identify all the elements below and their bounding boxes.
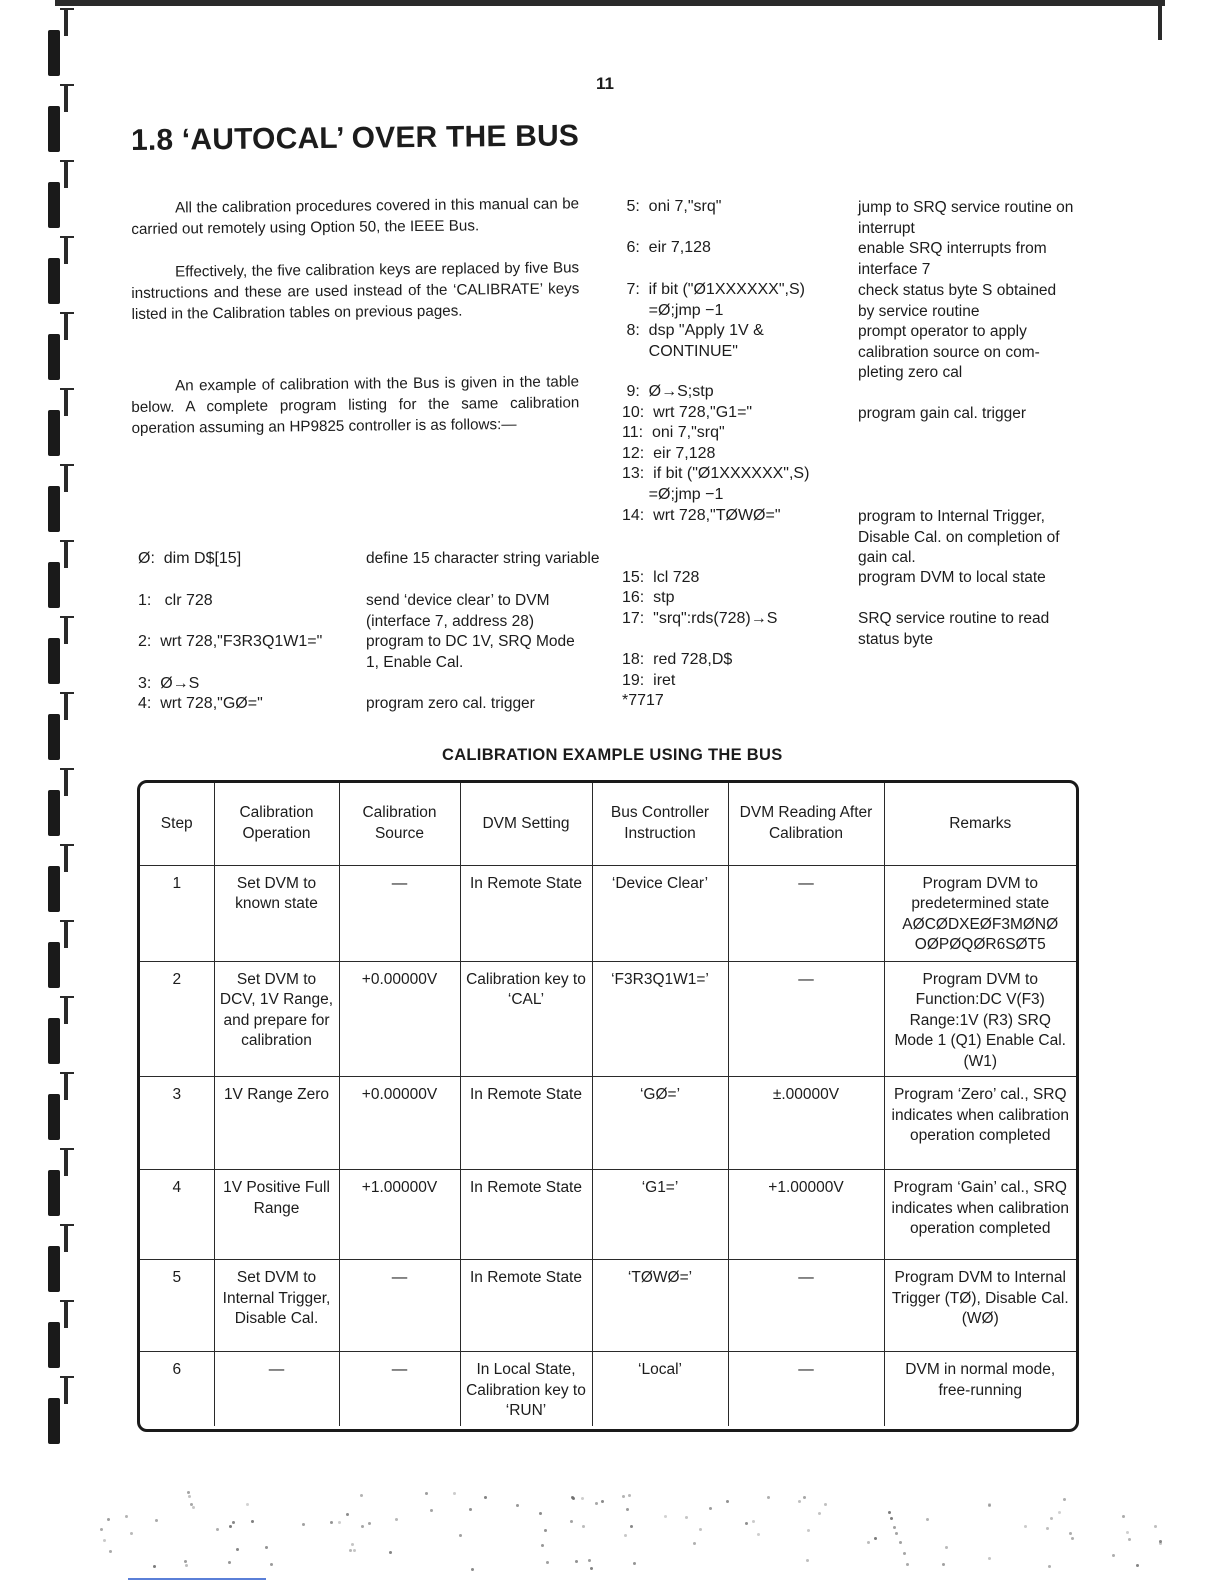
listing-line-4: 4: wrt 728,"GØ=" [138,695,263,712]
speckle-dot [192,1506,195,1509]
listing-line-end: *7717 [622,692,664,709]
cell-operation: Set DVM to known state [214,865,339,961]
cell-operation: — [214,1352,339,1426]
speckle-dot [265,1546,268,1549]
binding-ring [48,410,60,456]
speckle-dot [1112,1554,1115,1557]
cell-step: 3 [140,1077,214,1170]
binding-tick [60,920,74,922]
cell-source: — [339,1260,460,1352]
listing-line-13: 13: if bit ("Ø1XXXXXX",S) =Ø;jmp −1 [622,465,810,503]
cell-dvm-setting: In Remote State [460,1077,592,1170]
binding-hook [64,920,68,948]
speckle-dot [903,1552,906,1555]
speckle-dot [626,1508,629,1511]
speckle-dot [752,1520,755,1523]
listing-comment-17: SRQ service routine to read status byte [858,610,1050,648]
binding-tick [60,996,74,998]
speckle-dot [346,1513,349,1516]
speckle-dot [361,1525,364,1528]
speckle-dot [1069,1532,1072,1535]
listing-line-11: 11: oni 7,"srq" [622,424,725,441]
cell-source: +0.00000V [339,1077,460,1170]
listing-comment-6: enable SRQ interrupts from interface 7 [858,240,1047,278]
binding-hook [64,768,68,796]
speckle-dot [899,1541,902,1544]
binding-ring [48,714,60,760]
binding-ring [48,562,60,608]
speckle-dot [541,1544,544,1547]
binding-tick [60,768,74,770]
cell-step: 6 [140,1352,214,1426]
speckle-dot [368,1522,371,1525]
cell-remarks: Program DVM to Internal Trigger (TØ), Disable Cal. (WØ) [884,1260,1076,1352]
speckle-dot [757,1533,760,1536]
binding-tick [60,312,74,314]
binding-hook [64,1300,68,1328]
speckle-dot [185,1564,188,1567]
header-dvm-reading: DVM Reading After Calibration [728,783,884,865]
cell-step: 5 [140,1260,214,1352]
binding-hook [64,312,68,340]
cell-operation: Set DVM to DCV, 1V Range, and prepare for calibration [214,961,339,1077]
binding-tick [60,1300,74,1302]
binding-hook [64,1224,68,1252]
cell-source: +0.00000V [339,961,460,1077]
speckle-dot [633,1562,636,1565]
listing-comment-2: program to DC 1V, SRQ Mode 1, Enable Cal. [366,633,575,671]
cell-dvm-reading: — [728,1352,884,1426]
cell-dvm-reading: ±.00000V [728,1077,884,1170]
table-row [140,1077,1076,1170]
speckle-dot [1048,1565,1051,1568]
speckle-dot [353,1549,356,1552]
binding-ring [48,1094,60,1140]
header-remarks: Remarks [884,783,1076,865]
speckle-dot [622,1495,625,1498]
speckle-dot [270,1563,273,1566]
speckle-dot [906,1563,909,1566]
speckle-dot [187,1491,190,1494]
binding-hook [64,236,68,264]
speckle-dot [546,1561,549,1564]
speckle-dot [1063,1498,1066,1501]
listing-comment-5: jump to SRQ service routine on interrupt [858,199,1074,237]
speckle-dot [107,1518,110,1521]
cell-step: 1 [140,865,214,961]
speckle-dot [807,1529,810,1532]
speckle-dot [890,1517,893,1520]
speckle-dot [1050,1517,1053,1520]
cell-dvm-reading: +1.00000V [728,1170,884,1260]
speckle-dot [232,1521,235,1524]
cell-dvm-setting: In Local State, Calibration key to ‘RUN’ [460,1352,592,1426]
binding-tick [60,1376,74,1378]
binding-ring [48,258,60,304]
speckle-dot [798,1500,801,1503]
binding-tick [60,540,74,542]
listing-line-8: 8: dsp "Apply 1V & CONTINUE" [626,322,764,360]
speckle-dot [685,1516,688,1519]
cell-operation: Set DVM to Internal Trigger, Disable Cal. [214,1260,339,1352]
speckle-dot [806,1559,809,1562]
table-header-row [140,783,1076,865]
speckle-dot [893,1526,896,1529]
cell-bus-instruction: ‘Device Clear’ [592,865,728,961]
speckle-dot [1126,1531,1129,1534]
listing-line-3: 3: Ø→S [138,675,200,692]
table-row [140,865,1076,961]
speckle-dot [803,1496,806,1499]
speckle-dot [330,1521,333,1524]
bottom-blue-rule [128,1578,266,1580]
listing-comment-10: program gain cal. trigger [858,405,1026,422]
cell-remarks: DVM in normal mode, free-running [884,1352,1076,1426]
speckle-dot [130,1532,133,1535]
speckle-dot [628,1494,631,1497]
speckle-dot [430,1509,433,1512]
listing-line-18: 18: red 728,D$ [622,651,733,668]
binding-hook [64,692,68,720]
listing-line-6: 6: eir 7,128 [622,239,711,256]
intro-paragraph-1: All the calibration procedures covered in this manual can be carried out remotely using Option 50, the IEEE Bus. [131,195,580,238]
speckle-dot [867,1541,870,1544]
speckle-dot [582,1525,585,1528]
listing-line-19: 19: iret [622,672,676,689]
speckle-dot [228,1561,231,1564]
binding-tick [60,160,74,162]
spiral-binding [0,0,90,1584]
binding-tick [60,692,74,694]
speckle-dot [153,1565,156,1568]
binding-tick [60,1148,74,1150]
speckle-dot [216,1528,219,1531]
speckle-dot [824,1503,827,1506]
table-row [140,1352,1076,1426]
listing-comment-14: program to Internal Trigger, Disable Cal. on completion of gain cal. [858,508,1060,567]
listing-line-0: Ø: dim D$[15] [138,550,242,567]
speckle-dot [818,1512,821,1515]
calibration-table [140,783,1076,1426]
speckle-dot [588,1559,591,1562]
binding-hook [64,1148,68,1176]
speckle-dot [471,1568,474,1571]
speckle-dot [988,1557,991,1560]
speckle-dot [988,1504,991,1507]
binding-tick [60,616,74,618]
cell-remarks: Program ‘Gain’ cal., SRQ indicates when calibration operation completed [884,1170,1076,1260]
listing-comment-1: send ‘device clear’ to DVM (interface 7, address 28) [366,592,550,630]
listing-comment-15: program DVM to local state [858,569,1046,586]
listing-line-16: 16: stp [622,589,675,606]
cell-dvm-setting: In Remote State [460,865,592,961]
speckle-dot [338,1521,341,1524]
speckle-dot [601,1500,604,1503]
binding-ring [48,866,60,912]
header-step: Step [140,783,214,865]
table-row [140,1260,1076,1352]
binding-ring [48,486,60,532]
binding-ring [48,638,60,684]
speckle-dot [389,1551,392,1554]
binding-tick [60,1224,74,1226]
binding-ring [48,182,60,228]
speckle-dot [895,1532,898,1535]
speckle-dot [484,1496,487,1499]
table-title: CALIBRATION EXAMPLE USING THE BUS [442,746,783,764]
listing-line-1: 1: clr 728 [138,592,213,609]
cell-source: +1.00000V [339,1170,460,1260]
cell-dvm-setting: In Remote State [460,1260,592,1352]
speckle-dot [1046,1527,1049,1530]
speckle-dot [100,1528,103,1531]
page-number: 11 [596,74,614,93]
speckle-dot [1136,1564,1139,1567]
speckle-dot [874,1537,877,1540]
speckle-dot [664,1515,667,1518]
binding-ring [48,1398,60,1444]
listing-line-2: 2: wrt 728,"F3R3Q1W1=" [138,633,323,650]
speckle-dot [184,1560,187,1563]
binding-ring [48,334,60,380]
binding-hook [64,464,68,492]
speckle-dot [1154,1525,1157,1528]
cell-bus-instruction: ‘GØ=’ [592,1077,728,1170]
speckle-dot [395,1518,398,1521]
speckle-dot [595,1502,598,1505]
speckle-dot [745,1522,748,1525]
binding-tick [60,1072,74,1074]
speckle-dot [469,1508,472,1511]
speckle-dot [581,1497,584,1500]
listing-comment-7: check status byte S obtained by service routine [858,282,1057,320]
right-edge-rule [1158,0,1162,40]
binding-hook [64,540,68,568]
speckle-dot [926,1518,929,1521]
cell-source: — [339,1352,460,1426]
top-edge-rule [55,0,1165,6]
speckle-dot [699,1528,702,1531]
speckle-dot [349,1549,352,1552]
speckle-dot [1058,1511,1061,1514]
header-dvm-setting: DVM Setting [460,783,592,865]
speckle-dot [945,1546,948,1549]
cell-dvm-reading: — [728,961,884,1077]
cell-dvm-setting: In Remote State [460,1170,592,1260]
speckle-dot [516,1504,519,1507]
scan-speckle [100,1490,1180,1584]
cell-dvm-setting: Calibration key to ‘CAL’ [460,961,592,1077]
speckle-dot [1122,1515,1125,1518]
listing-line-15: 15: lcl 728 [622,569,700,586]
speckle-dot [709,1507,712,1510]
cell-bus-instruction: ‘TØWØ=’ [592,1260,728,1352]
listing-line-10: 10: wrt 728,"G1=" [622,404,753,421]
speckle-dot [453,1492,456,1495]
speckle-dot [459,1534,462,1537]
listing-line-5: 5: oni 7,"srq" [622,198,722,215]
speckle-dot [351,1543,354,1546]
speckle-dot [229,1525,232,1528]
header-calibration-operation: Calibration Operation [214,783,339,865]
binding-hook [64,844,68,872]
listing-line-17: 17: "srq":rds(728)→S [622,610,778,627]
binding-ring [48,1170,60,1216]
binding-ring [48,30,60,76]
section-heading: 1.8 ‘AUTOCAL’ OVER THE BUS [130,119,580,157]
cell-operation: 1V Positive Full Range [214,1170,339,1260]
speckle-dot [693,1542,696,1545]
cell-bus-instruction: ‘F3R3Q1W1=’ [592,961,728,1077]
cell-remarks: Program DVM to Function:DC V(F3) Range:1V (R3) SRQ Mode 1 (Q1) Enable Cal. (W1) [884,961,1076,1077]
intro-paragraph-3: An example of calibration with the Bus is given in the table below. A complete program listing for the same calibration operation assuming an HP9825 controller is as follows:— [131,373,580,437]
speckle-dot [888,1511,891,1514]
cell-dvm-reading: — [728,1260,884,1352]
speckle-dot [246,1503,249,1506]
binding-hook [64,388,68,416]
speckle-dot [302,1523,305,1526]
speckle-dot [630,1525,633,1528]
binding-tick [60,388,74,390]
speckle-dot [571,1496,574,1499]
binding-ring [48,790,60,836]
cell-source: — [339,865,460,961]
speckle-dot [425,1492,428,1495]
speckle-dot [109,1550,112,1553]
binding-tick [60,464,74,466]
binding-hook [64,1072,68,1100]
speckle-dot [125,1515,128,1518]
binding-tick [60,84,74,86]
cell-remarks: Program ‘Zero’ cal., SRQ indicates when calibration operation completed [884,1077,1076,1170]
speckle-dot [942,1563,945,1566]
speckle-dot [544,1529,547,1532]
listing-line-9: 9: Ø→S;stp [622,383,714,400]
cell-bus-instruction: ‘G1=’ [592,1170,728,1260]
speckle-dot [767,1496,770,1499]
binding-hook [64,1376,68,1404]
speckle-dot [726,1500,729,1503]
table-row [140,961,1076,1077]
listing-comment-8: prompt operator to apply calibration source on com-pleting zero cal [858,323,1040,382]
speckle-dot [624,1534,627,1537]
header-calibration-source: Calibration Source [339,783,460,865]
listing-comment-0: define 15 character string variable [366,550,600,567]
binding-tick [60,236,74,238]
speckle-dot [103,1539,106,1542]
speckle-dot [539,1512,542,1515]
listing-line-7: 7: if bit ("Ø1XXXXXX",S) =Ø;jmp −1 [626,281,805,319]
listing-line-12: 12: eir 7,128 [622,445,716,462]
speckle-dot [188,1495,191,1498]
binding-hook [64,996,68,1024]
binding-hook [64,160,68,188]
binding-ring [48,1246,60,1292]
cell-remarks: Program DVM to predetermined state AØCØDXEØF3MØNØ OØPØQØR6SØT5 [884,865,1076,961]
speckle-dot [155,1519,158,1522]
listing-comment-4: program zero cal. trigger [366,695,535,712]
speckle-dot [1024,1525,1027,1528]
cell-dvm-reading: — [728,865,884,961]
binding-tick [60,8,74,10]
listing-line-14: 14: wrt 728,"TØWØ=" [622,507,781,524]
binding-hook [64,8,68,36]
binding-ring [48,1322,60,1368]
binding-tick [60,844,74,846]
intro-paragraph-2: Effectively, the five calibration keys are replaced by five Bus instructions and these are used instead of the ‘CALIBRATE’ keys listed in the Calibration tables on previous pages. [131,259,580,323]
speckle-dot [570,1520,573,1523]
cell-bus-instruction: ‘Local’ [592,1352,728,1426]
header-bus-instruction: Bus Controller Instruction [592,783,728,865]
speckle-dot [575,1560,578,1563]
table-row [140,1170,1076,1260]
speckle-dot [1071,1537,1074,1540]
speckle-dot [360,1494,363,1497]
binding-ring [48,942,60,988]
speckle-dot [1128,1538,1131,1541]
binding-ring [48,1018,60,1064]
speckle-dot [236,1548,239,1551]
binding-hook [64,84,68,112]
cell-step: 4 [140,1170,214,1260]
speckle-dot [1159,1542,1162,1545]
cell-step: 2 [140,961,214,1077]
binding-ring [48,106,60,152]
speckle-dot [590,1567,593,1570]
binding-hook [64,616,68,644]
cell-operation: 1V Range Zero [214,1077,339,1170]
speckle-dot [251,1520,254,1523]
